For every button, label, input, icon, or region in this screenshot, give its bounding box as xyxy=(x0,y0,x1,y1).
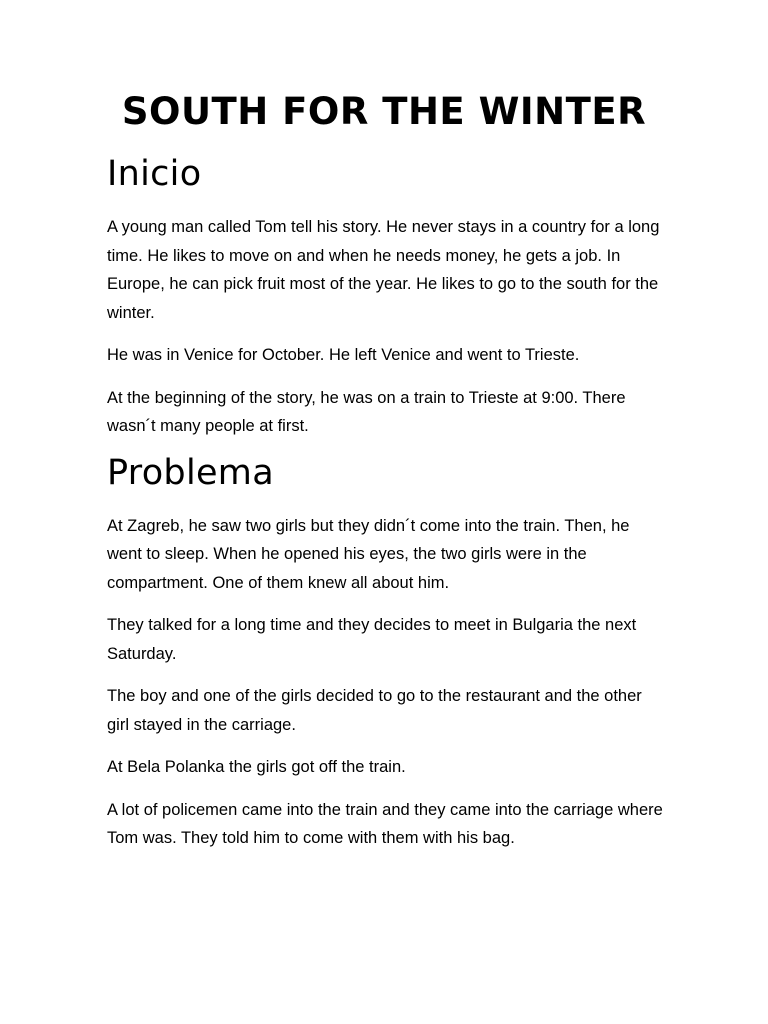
paragraph: The boy and one of the girls decided to go to the restaurant and the other girl stayed in the carriage. xyxy=(107,687,642,734)
paragraph: A lot of policemen came into the train and they came into the carriage where Tom was. They told him to come with them with his bag. xyxy=(107,800,663,847)
paragraph: At Zagreb, he saw two girls but they didn´t come into the train. Then, he went to sleep. When he opened his eyes, the two girls were in the compartment. One of them knew all about him. xyxy=(107,516,630,592)
section-heading: Inicio xyxy=(107,154,202,194)
paragraph: At Bela Polanka the girls got off the train. xyxy=(107,758,406,776)
paragraph: A young man called Tom tell his story. He never stays in a country for a long time. He likes to move on and when he needs money, he gets a job. In Europe, he can pick fruit most of the year. He likes to go to the south for the winter. xyxy=(107,218,660,322)
document-title: SOUTH FOR THE WINTER xyxy=(121,90,647,133)
document-body xyxy=(107,150,667,853)
paragraph: They talked for a long time and they decides to meet in Bulgaria the next Saturday. xyxy=(107,616,637,663)
paragraph: At the beginning of the story, he was on a train to Trieste at 9:00. There wasn´t many people at first. xyxy=(107,388,626,435)
section-heading: Problema xyxy=(107,452,274,493)
section-problema xyxy=(107,449,667,853)
paragraph: He was in Venice for October. He left Venice and went to Trieste. xyxy=(107,346,580,364)
section-inicio xyxy=(107,150,667,441)
